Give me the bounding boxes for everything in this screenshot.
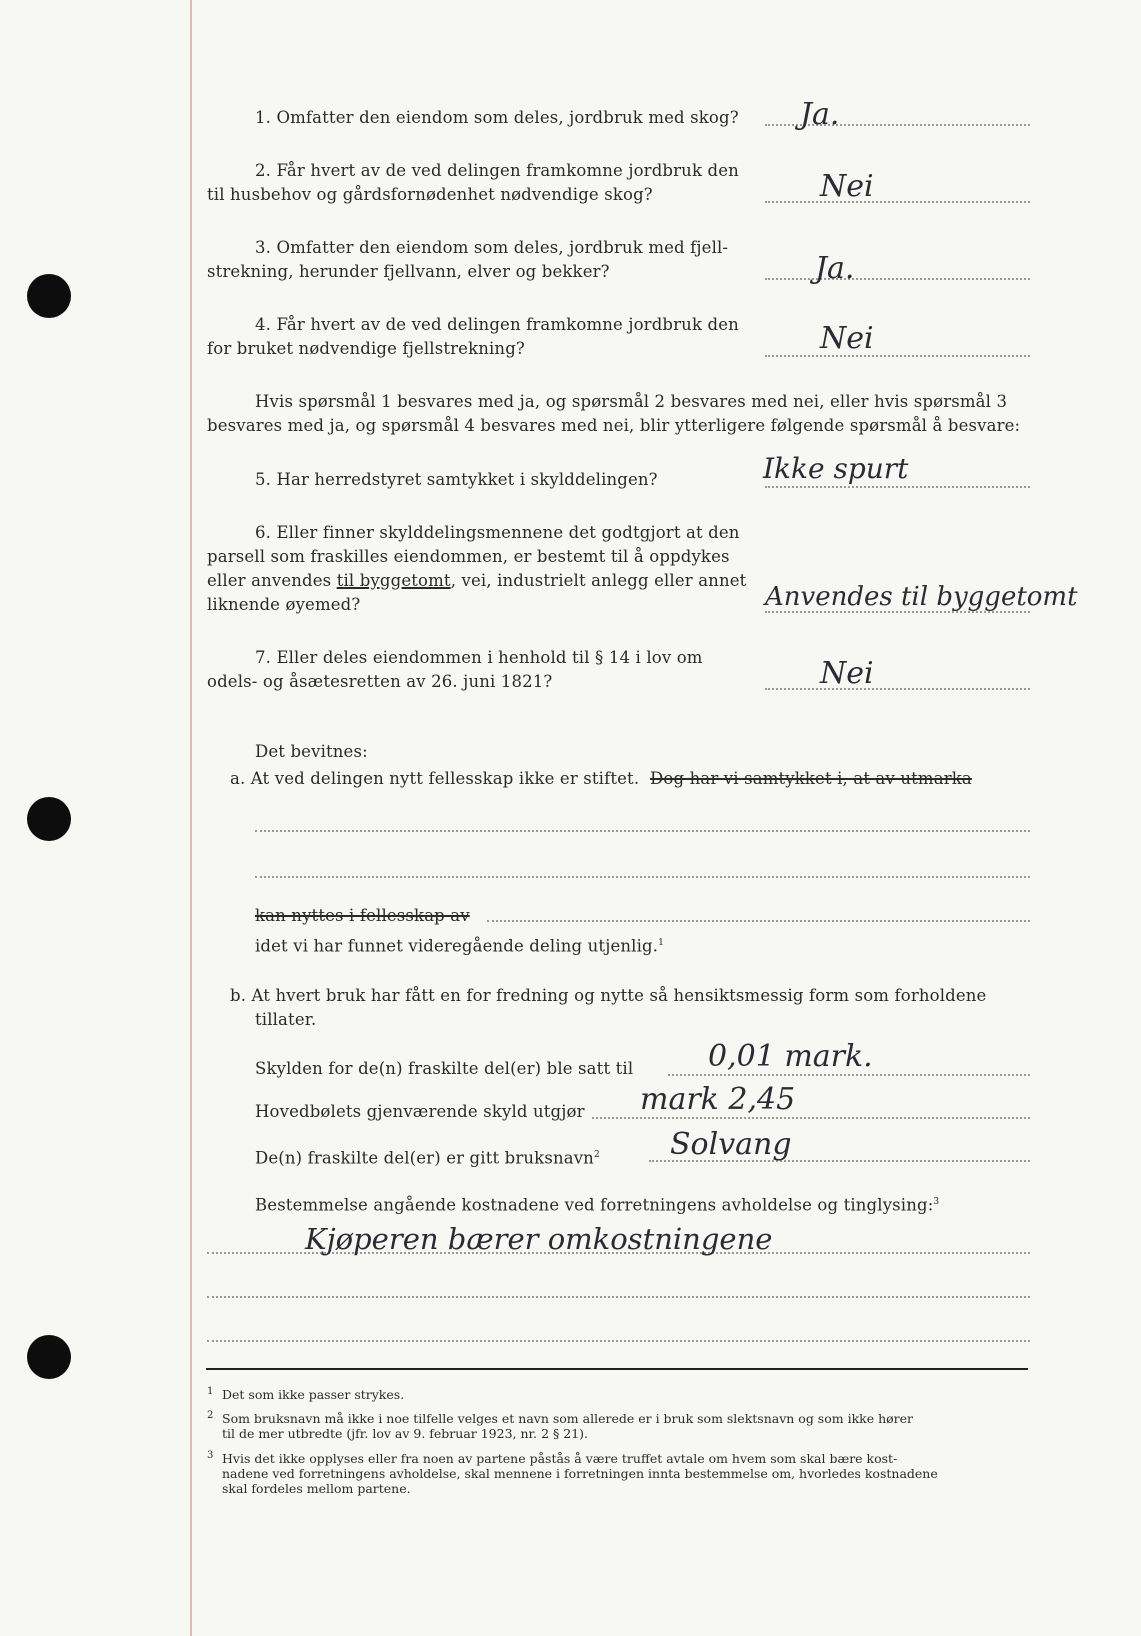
question-2-cont: til husbehov og gårdsfornødenhet nødvendige skog?	[207, 185, 653, 204]
question-2: 2. Får hvert av de ved delingen framkomne jordbruk den	[255, 161, 739, 180]
bevitnes-a-last: idet vi har funnet videregående deling utjenlig.$^1$	[255, 936, 665, 956]
answer-line	[592, 1117, 1030, 1119]
blank-line	[487, 920, 1030, 922]
footnote-3: Hvis det ikke opplyses eller fra noen av partene påstås å være truffet avtale om hvem som skal bære kost-	[222, 1451, 898, 1466]
answer-1: Ja.	[800, 97, 840, 132]
footnote-number: 2	[207, 1410, 214, 1421]
conditional-text: Hvis spørsmål 1 besvares med ja, og spørsmål 2 besvares med nei, eller hvis spørsmål 3	[255, 392, 1008, 411]
answer-line	[765, 688, 1030, 690]
answer-line	[765, 486, 1030, 488]
footnote-number: 1	[207, 1386, 214, 1397]
footnote-2-cont: til de mer utbredte (jfr. lov av 9. februar 1923, nr. 2 § 21).	[222, 1426, 588, 1441]
punch-hole	[27, 274, 71, 318]
question-6-cont: eller anvendes til byggetomt, vei, industrielt anlegg eller annet	[207, 571, 747, 590]
question-7: 7. Eller deles eiendommen i henhold til § 14 i lov om	[255, 648, 703, 667]
margin-line	[190, 0, 192, 1636]
answer-4: Nei	[820, 321, 874, 356]
question-4: 4. Får hvert av de ved delingen framkomne jordbruk den	[255, 315, 739, 334]
footnote-3-cont: skal fordeles mellom partene.	[222, 1481, 411, 1496]
answer-line	[668, 1074, 1030, 1076]
question-6: 6. Eller finner skylddelingsmennene det godtgjort at den	[255, 523, 740, 542]
question-5: 5. Har herredstyret samtykket i skylddelingen?	[255, 470, 658, 489]
answer-7: Nei	[820, 656, 874, 691]
question-1: 1. Omfatter den eiendom som deles, jordbruk med skog?	[255, 108, 739, 127]
question-6-cont: liknende øyemed?	[207, 595, 361, 614]
blank-line	[255, 876, 1030, 878]
footnote-3-cont: nadene ved forretningens avholdelse, skal mennene i forretningen innta bestemmelse om, hvorledes kostnadene	[222, 1466, 938, 1481]
bevitnes-a-struck: kan nyttes i fellesskap av	[255, 906, 470, 925]
bevitnes-b: b. At hvert bruk har fått en for fredning og nytte så hensiktsmessig form som forholdene	[230, 986, 987, 1005]
hoved-value: mark 2,45	[640, 1082, 796, 1117]
answer-5: Ikke spurt	[763, 452, 909, 485]
hoved-label: Hovedbølets gjenværende skyld utgjør	[255, 1102, 585, 1121]
question-7-cont: odels- og åsætesretten av 26. juni 1821?	[207, 672, 553, 691]
punch-hole	[27, 797, 71, 841]
bevitnes-a: a. At ved delingen nytt fellesskap ikke er stiftet. Dog har vi samtykket i, at av utmarka	[230, 769, 972, 788]
conditional-text-cont: besvares med ja, og spørsmål 4 besvares med nei, blir ytterligere følgende spørsmål å besvare:	[207, 416, 1021, 435]
question-3-cont: strekning, herunder fjellvann, elver og bekker?	[207, 262, 610, 281]
blank-line	[207, 1340, 1030, 1342]
answer-line	[765, 278, 1030, 280]
bruks-value: Solvang	[670, 1127, 792, 1162]
skyld-value: 0,01 mark.	[708, 1039, 873, 1074]
answer-line	[765, 355, 1030, 357]
blank-line	[255, 830, 1030, 832]
bevitnes-b-cont: tillater.	[255, 1010, 317, 1029]
bruks-label: De(n) fraskilte del(er) er gitt bruksnavn$^2$	[255, 1148, 600, 1168]
question-6-cont: parsell som fraskilles eiendommen, er bestemt til å oppdykes	[207, 547, 730, 566]
punch-hole	[27, 1335, 71, 1379]
footnote-2: Som bruksnavn må ikke i noe tilfelle velges et navn som allerede er i bruk som slektsnavn og som ikke hører	[222, 1411, 914, 1426]
bevitnes-heading: Det bevitnes:	[255, 742, 368, 761]
blank-line	[207, 1296, 1030, 1298]
question-3: 3. Omfatter den eiendom som deles, jordbruk med fjell-	[255, 238, 729, 257]
footnote-1: Det som ikke passer strykes.	[222, 1387, 405, 1402]
best-label: Bestemmelse angående kostnadene ved forretningens avholdelse og tinglysing:$^3$	[255, 1195, 940, 1215]
answer-line	[765, 201, 1030, 203]
answer-2: Nei	[820, 169, 874, 204]
answer-6: Anvendes til byggetomt	[765, 582, 1078, 612]
answer-3: Ja.	[815, 251, 855, 286]
best-value: Kjøperen bærer omkostningene	[305, 1222, 773, 1256]
footnote-rule	[206, 1368, 1028, 1370]
footnote-number: 3	[207, 1450, 214, 1461]
question-4-cont: for bruket nødvendige fjellstrekning?	[207, 339, 525, 358]
skyld-label: Skylden for de(n) fraskilte del(er) ble satt til	[255, 1059, 634, 1078]
